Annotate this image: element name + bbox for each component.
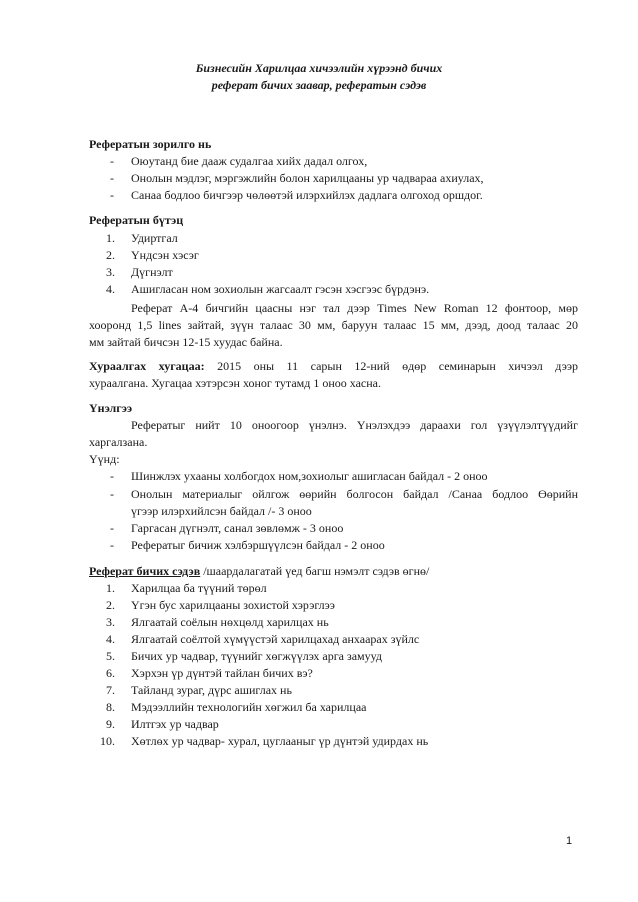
- grading-heading: Үнэлгээ: [89, 401, 133, 415]
- grading-bullet-3: -: [110, 521, 114, 535]
- topics-heading-line: [89, 563, 429, 579]
- structure-item-3: Дүгнэлт: [131, 265, 173, 279]
- structure-heading: Рефератын бүтэц: [89, 213, 184, 227]
- grading-bullet-1: -: [110, 469, 114, 483]
- topic-number-9: 9.: [106, 717, 115, 731]
- format-paragraph-line-3: мм зайтай бичсэн 12-15 хуудас байна.: [89, 335, 283, 349]
- grading-bullet-2: -: [110, 487, 114, 501]
- page-number: 1: [566, 835, 573, 847]
- grading-intro-line-1: Рефератыг нийт 10 оноогоор үнэлнэ. Үнэлэхдээ дараахи гол үзүүлэлтүүдийг: [131, 418, 578, 432]
- deadline-line-1: [89, 358, 578, 374]
- topic-number-5: 5.: [106, 649, 115, 663]
- topic-number-10: 10.: [100, 734, 115, 748]
- format-paragraph-line-2: хооронд 1,5 lines зайтай, зүүн талаас 30 мм, баруун талаас 15 мм, дээд, доод талаас 20: [89, 318, 578, 332]
- topic-item-5: Бичих ур чадвар, түүнийг хөгжүүлэх арга замууд: [131, 649, 382, 663]
- topic-item-8: Мэдээллийн технологийн хөгжил ба харилцаа: [131, 700, 367, 714]
- topic-number-8: 8.: [106, 700, 115, 714]
- structure-number-2: 2.: [106, 248, 115, 262]
- structure-item-2: Үндсэн хэсэг: [131, 248, 199, 262]
- deadline-label: Хураалгах хугацаа:: [89, 359, 205, 373]
- topics-note: /шаардалагатай үед багш нэмэлт сэдэв өгнө/: [200, 564, 430, 578]
- grading-item-2-continuation: үгээр илэрхийлсэн байдал /- 3 оноо: [131, 504, 312, 518]
- structure-item-4: Ашигласан ном зохиолын жагсаалт гэсэн хэсгээс бүрдэнэ.: [131, 282, 430, 296]
- topics-heading: Реферат бичих сэдэв: [89, 564, 201, 578]
- grading-item-4: Рефератыг бичиж хэлбэршүүлсэн байдал - 2 оноо: [131, 538, 385, 552]
- topic-number-3: 3.: [106, 615, 115, 629]
- structure-number-4: 4.: [106, 282, 115, 296]
- topic-item-10: Хөтлөх ур чадвар- хурал, цуглааныг үр дүнтэй удирдах нь: [131, 734, 429, 748]
- topic-number-7: 7.: [106, 683, 115, 697]
- grading-item-3: Гаргасан дүгнэлт, санал зөвлөмж - 3 оноо: [131, 521, 344, 535]
- topic-item-1: Харилцаа ба түүний төрөл: [131, 581, 267, 595]
- document-title-line-1: Бизнесийн Харилцаа хичээлийн хүрээнд бичих: [195, 61, 443, 75]
- topic-item-9: Илтгэх ур чадвар: [131, 717, 219, 731]
- grading-including-label: Үүнд:: [89, 452, 120, 466]
- purpose-item-3: Санаа бодлоо бичгээр чөлөөтэй илэрхийлэх дадлага олгоход оршдог.: [131, 188, 483, 202]
- grading-intro-line-2: харгалзана.: [89, 435, 148, 449]
- document-title-line-2: реферат бичих заавар, рефератын сэдэв: [211, 78, 427, 92]
- topic-number-4: 4.: [106, 632, 115, 646]
- grading-item-1: Шинжлэх ухааны холбогдох ном,зохиолыг ашигласан байдал - 2 оноо: [131, 469, 488, 483]
- deadline-date: 2015 оны 11 сарын 12-ний өдөр семинарын хичээл дээр: [204, 359, 578, 373]
- topic-number-2: 2.: [106, 598, 115, 612]
- topic-item-7: Тайланд зураг, дүрс ашиглах нь: [131, 683, 292, 697]
- purpose-item-2: Онолын мэдлэг, мэргэжлийн болон харилцааны ур чадвараа ахиулах,: [131, 171, 484, 185]
- purpose-bullet-3: -: [110, 188, 114, 202]
- grading-bullet-4: -: [110, 538, 114, 552]
- format-paragraph-line-1: Реферат А-4 бичгийн цаасны нэг тал дээр Times New Roman 12 фонтоор, мөр: [131, 301, 578, 315]
- purpose-bullet-1: -: [110, 154, 114, 168]
- topic-number-6: 6.: [106, 666, 115, 680]
- purpose-heading: Рефератын зорилго нь: [89, 137, 212, 151]
- topic-number-1: 1.: [106, 581, 115, 595]
- structure-number-1: 1.: [106, 231, 115, 245]
- topic-item-4: Ялгаатай соёлтой хүмүүстэй харилцахад анхаарах зүйлс: [131, 632, 420, 646]
- deadline-line-2: хураалгана. Хугацаа хэтэрсэн хоног тутамд 1 оноо хасна.: [89, 376, 382, 390]
- structure-number-3: 3.: [106, 265, 115, 279]
- topic-item-6: Хэрхэн үр дүнтэй тайлан бичих вэ?: [131, 666, 313, 680]
- topic-item-2: Үгэн бус харилцааны зохистой хэрэглээ: [131, 598, 335, 612]
- topic-item-3: Ялгаатай соёлын нөхцөлд харилцах нь: [131, 615, 329, 629]
- purpose-bullet-2: -: [110, 171, 114, 185]
- purpose-item-1: Оюутанд бие дааж судалгаа хийх дадал олгох,: [131, 154, 368, 168]
- structure-item-1: Удиртгал: [131, 231, 178, 245]
- grading-item-2: Онолын материалыг ойлгож өөрийн болгосон байдал /Санаа бодлоо Өөрийн: [131, 487, 578, 501]
